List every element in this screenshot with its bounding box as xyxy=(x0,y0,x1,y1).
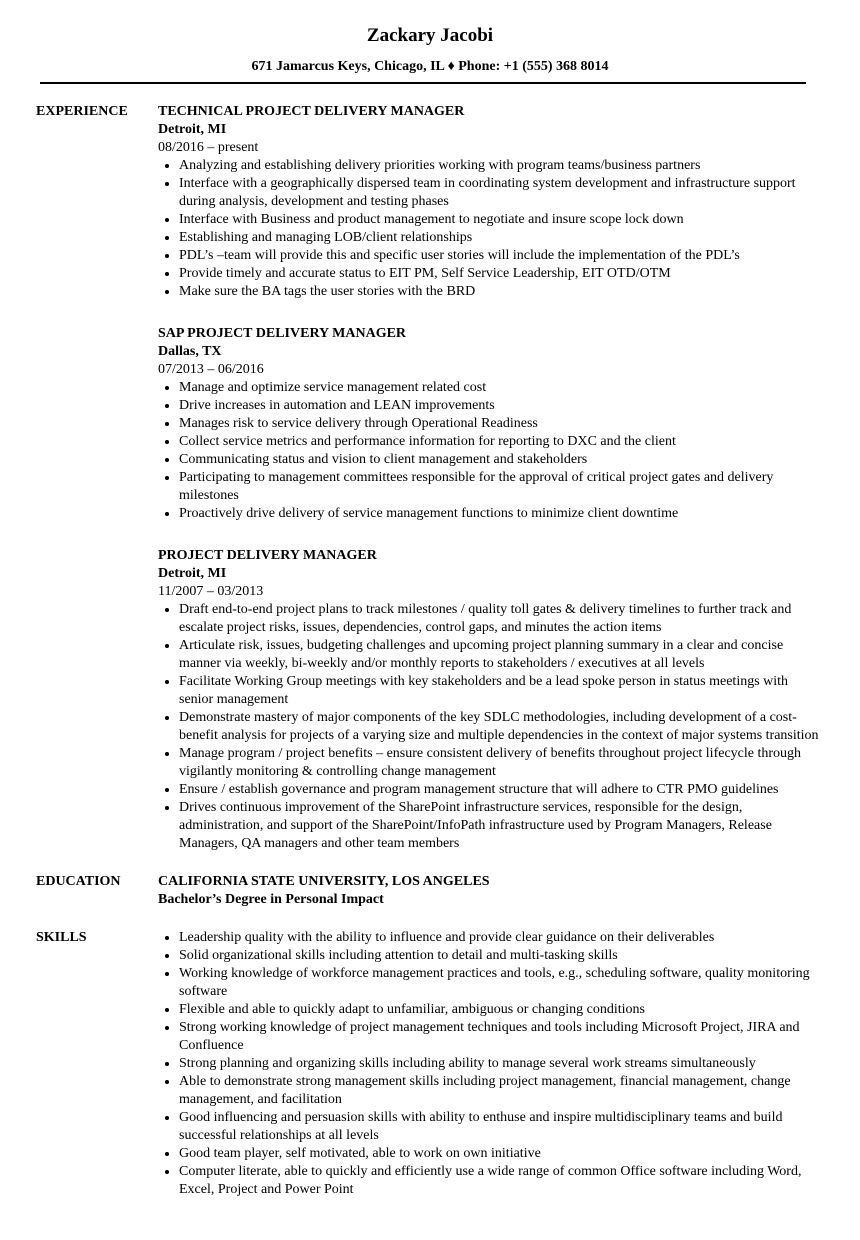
job-title: SAP PROJECT DELIVERY MANAGER xyxy=(158,326,407,341)
job-title: TECHNICAL PROJECT DELIVERY MANAGER xyxy=(158,104,465,119)
job-entry xyxy=(158,547,824,853)
job-bullet: • Proactively drive delivery of service management functions to minimize client downtime xyxy=(179,505,824,523)
job-bullets xyxy=(158,157,824,301)
skill-bullet: • Leadership quality with the ability to influence and provide clear guidance on their deliverables xyxy=(179,929,824,947)
resume-header xyxy=(36,24,824,76)
job-bullet: • Interface with Business and product management to negotiate and insure scope lock down xyxy=(179,211,824,229)
skills-section xyxy=(36,929,824,1199)
school-name: CALIFORNIA STATE UNIVERSITY, LOS ANGELES xyxy=(158,874,490,889)
skill-bullet: • Working knowledge of workforce management practices and tools, e.g., scheduling software, quality monitoring software xyxy=(179,965,824,1001)
job-location: Dallas, TX xyxy=(158,344,222,359)
job-dates: 08/2016 – present xyxy=(158,140,259,155)
job-bullet: • Manage program / project benefits – ensure consistent delivery of benefits throughout project lifecycle through vigilantly monitoring & controlling change management xyxy=(179,745,824,781)
education-section xyxy=(36,873,824,909)
degree: Bachelor’s Degree in Personal Impact xyxy=(158,892,384,907)
skill-bullet: • Able to demonstrate strong management skills including project management, financial management, change management, and facilitation xyxy=(179,1073,824,1109)
section-label-education: EDUCATION xyxy=(36,874,121,889)
skill-bullet: • Good team player, self motivated, able to work on own initiative xyxy=(179,1145,824,1163)
job-bullets xyxy=(158,601,824,853)
job-bullet: • Ensure / establish governance and program management structure that will adhere to CTR PMO guidelines xyxy=(179,781,824,799)
job-bullet: • Communicating status and vision to client management and stakeholders xyxy=(179,451,824,469)
job-bullet: • Analyzing and establishing delivery priorities working with program teams/business partners xyxy=(179,157,824,175)
skill-bullet: • Computer literate, able to quickly and efficiently use a wide range of common Office software including Word, Excel, Project and Power Point xyxy=(179,1163,824,1199)
job-bullet: • Drive increases in automation and LEAN improvements xyxy=(179,397,824,415)
skill-bullet: • Strong planning and organizing skills including ability to manage several work streams simultaneously xyxy=(179,1055,824,1073)
contact-line: 671 Jamarcus Keys, Chicago, IL ♦ Phone: +1 (555) 368 8014 xyxy=(251,59,609,74)
section-label-experience: EXPERIENCE xyxy=(36,104,128,119)
job-bullet: • Drives continuous improvement of the SharePoint infrastructure services, responsible for the design, administration, and support of the SharePoint/InfoPath infrastructure used by Program Managers, Release Managers, QA managers and other team members xyxy=(179,799,824,853)
job-bullet: • Articulate risk, issues, budgeting challenges and upcoming project planning summary in a clear and concise manner via weekly, bi-weekly and/or monthly reports to stakeholders / executives at all levels xyxy=(179,637,824,673)
skills-bullets xyxy=(158,929,824,1199)
job-bullet: • Establishing and managing LOB/client relationships xyxy=(179,229,824,247)
job-location: Detroit, MI xyxy=(158,122,227,137)
job-bullet: • Facilitate Working Group meetings with key stakeholders and be a lead spoke person in status meetings with senior management xyxy=(179,673,824,709)
job-location: Detroit, MI xyxy=(158,566,227,581)
job-bullet: • Collect service metrics and performance information for reporting to DXC and the client xyxy=(179,433,824,451)
skill-bullet: • Strong working knowledge of project management techniques and tools including Microsoft Project, JIRA and Confluence xyxy=(179,1019,824,1055)
skills-body xyxy=(158,929,824,1199)
skill-bullet: • Solid organizational skills including attention to detail and multi-tasking skills xyxy=(179,947,824,965)
job-bullet: • Draft end-to-end project plans to track milestones / quality toll gates & delivery timelines to further track and escalate project risks, issues, dependencies, control gaps, and minutes the action items xyxy=(179,601,824,637)
job-dates: 11/2007 – 03/2013 xyxy=(158,584,264,599)
experience-section xyxy=(36,103,824,853)
skill-bullet: • Flexible and able to quickly adapt to unfamiliar, ambiguous or changing conditions xyxy=(179,1001,824,1019)
candidate-name: Zackary Jacobi xyxy=(366,25,494,46)
job-bullet: • Participating to management committees responsible for the approval of critical project gates and delivery milestones xyxy=(179,469,824,505)
experience-list xyxy=(158,103,824,853)
job-bullet: • Interface with a geographically dispersed team in coordinating system development and infrastructure support during analysis, development and testing phases xyxy=(179,175,824,211)
job-title: PROJECT DELIVERY MANAGER xyxy=(158,548,377,563)
job-bullet: • Make sure the BA tags the user stories with the BRD xyxy=(179,283,824,301)
job-bullet: • Manages risk to service delivery through Operational Readiness xyxy=(179,415,824,433)
job-bullet: • Provide timely and accurate status to EIT PM, Self Service Leadership, EIT OTD/OTM xyxy=(179,265,824,283)
job-entry xyxy=(158,325,824,523)
skill-bullet: • Good influencing and persuasion skills with ability to enthuse and inspire multidisciplinary teams and build successful relationships at all levels xyxy=(179,1109,824,1145)
job-bullet: • Manage and optimize service management related cost xyxy=(179,379,824,397)
education-body xyxy=(158,873,824,909)
job-bullet: • Demonstrate mastery of major components of the key SDLC methodologies, including development of a cost-benefit analysis for projects of a varying size and multiple dependencies in the context of major systems transition xyxy=(179,709,824,745)
job-entry xyxy=(158,103,824,301)
section-label-skills: SKILLS xyxy=(36,930,87,945)
job-bullets xyxy=(158,379,824,523)
header-divider xyxy=(40,82,806,84)
job-bullet: • PDL’s –team will provide this and specific user stories will include the implementation of the PDL’s xyxy=(179,247,824,265)
job-dates: 07/2013 – 06/2016 xyxy=(158,362,264,377)
